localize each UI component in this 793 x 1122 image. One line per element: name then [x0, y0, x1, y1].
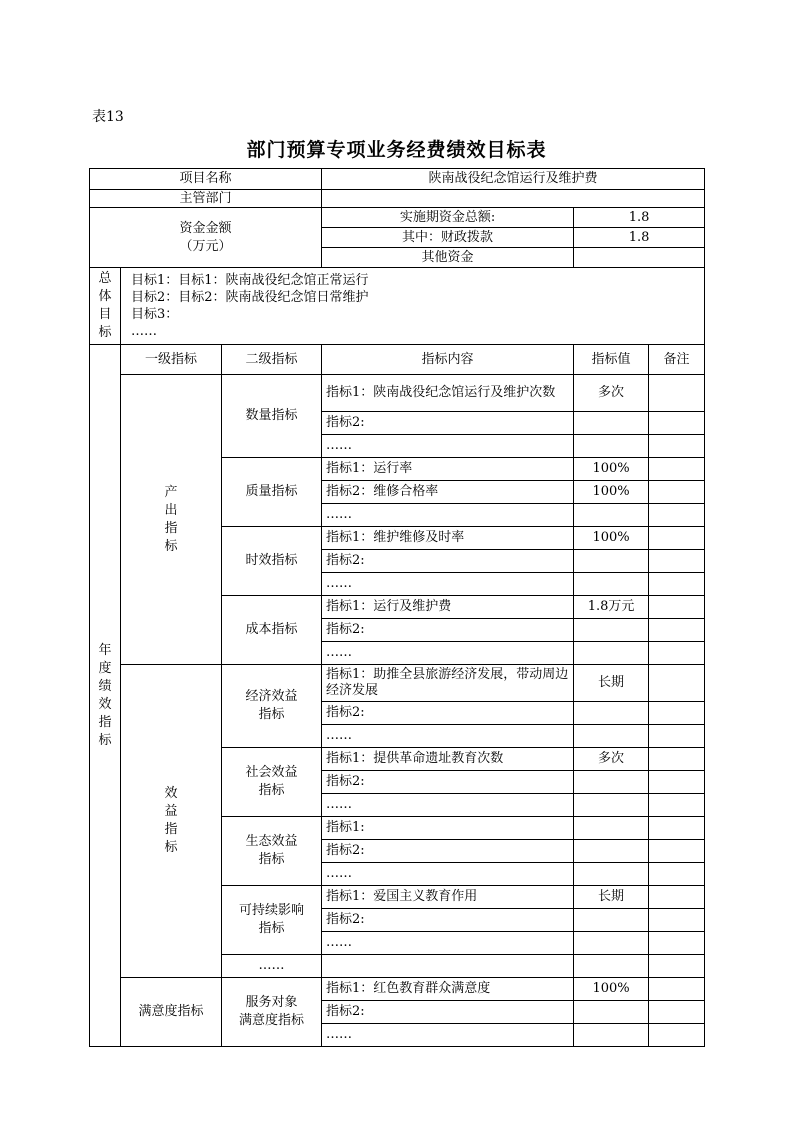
overall-char: 目	[98, 307, 112, 322]
indicator-note	[649, 863, 705, 886]
indicator-note	[649, 573, 705, 596]
goal-1: 目标1：目标1：陕南战役纪念馆正常运行	[131, 273, 369, 288]
benefit-indicator-label	[121, 665, 222, 978]
indicator-note	[649, 1024, 705, 1047]
indicator-note	[649, 665, 705, 702]
annual-label	[90, 345, 121, 1047]
indicator-note	[649, 725, 705, 748]
sustainable-label-line2: 指标	[258, 921, 285, 936]
output-char: 标	[164, 538, 178, 554]
page-title: 部门预算专项业务经费绩效目标表	[246, 139, 547, 161]
social-label-line2: 指标	[258, 783, 285, 798]
indicator-note	[649, 435, 705, 458]
indicator-content: 指标2：维修合格率	[322, 481, 574, 504]
indicator-note	[649, 642, 705, 665]
indicator-content: ……	[322, 932, 574, 955]
header-content: 指标内容	[322, 345, 574, 375]
indicator-note	[649, 886, 705, 909]
indicator-note	[649, 817, 705, 840]
benefit-more: ……	[222, 955, 322, 978]
indicator-content: ……	[322, 642, 574, 665]
header-note: 备注	[649, 345, 705, 375]
indicator-value	[574, 932, 649, 955]
service-indicator-label	[222, 978, 322, 1047]
indicator-value: 100%	[574, 481, 649, 504]
indicator-content	[322, 955, 574, 978]
indicator-note	[649, 504, 705, 527]
ecological-label-line2: 指标	[258, 852, 285, 867]
sustainable-label-line1: 可持续影响	[239, 903, 305, 918]
indicator-value	[574, 504, 649, 527]
timeliness-indicator-label: 时效指标	[222, 527, 322, 596]
funds-label-line1: 资金金额	[179, 220, 232, 236]
dept-row	[90, 190, 705, 208]
indicator-value	[574, 817, 649, 840]
indicator-content: ……	[322, 863, 574, 886]
indicator-value: 长期	[574, 665, 649, 702]
indicator-value	[574, 863, 649, 886]
satisfaction-indicator-label: 满意度指标	[121, 978, 222, 1047]
indicator-note	[649, 527, 705, 550]
indicator-value: 多次	[574, 375, 649, 412]
indicator-value	[574, 435, 649, 458]
funds-total-row	[90, 208, 705, 228]
indicator-value	[574, 573, 649, 596]
overall-goals-content	[121, 268, 705, 345]
table-row	[90, 665, 705, 702]
indicator-note	[649, 596, 705, 619]
indicator-content: 指标2:	[322, 619, 574, 642]
economic-label-line2: 指标	[258, 707, 285, 722]
indicator-content: 指标1:	[322, 817, 574, 840]
overall-char: 标	[98, 325, 112, 340]
indicator-note	[649, 458, 705, 481]
indicator-value	[574, 1024, 649, 1047]
indicator-value	[574, 955, 649, 978]
annual-char: 绩	[98, 678, 112, 694]
performance-table	[89, 168, 705, 1047]
indicator-note	[649, 955, 705, 978]
cost-indicator-label: 成本指标	[222, 596, 322, 665]
benefit-char: 效	[164, 786, 178, 801]
service-label-line1: 服务对象	[245, 995, 298, 1010]
benefit-char: 标	[164, 840, 178, 855]
indicator-content: 指标1：提供革命遗址教育次数	[322, 748, 574, 771]
indicator-note	[649, 375, 705, 412]
annual-char: 度	[98, 660, 112, 676]
indicator-value	[574, 771, 649, 794]
sustainable-indicator-label	[222, 886, 322, 955]
indicator-content: 指标2:	[322, 909, 574, 932]
indicator-value	[574, 725, 649, 748]
funds-other-label: 其他资金	[322, 248, 574, 268]
benefit-char: 指	[164, 822, 178, 837]
indicator-value	[574, 619, 649, 642]
quantity-indicator-label: 数量指标	[222, 375, 322, 458]
indicator-value	[574, 550, 649, 573]
indicator-note	[649, 619, 705, 642]
indicator-content: 指标2:	[322, 412, 574, 435]
indicator-value: 100%	[574, 458, 649, 481]
indicator-content: 指标2:	[322, 840, 574, 863]
goal-3: 目标3：	[131, 307, 179, 322]
goal-2: 目标2：目标2：陕南战役纪念馆日常维护	[131, 290, 369, 305]
indicator-value	[574, 794, 649, 817]
overall-goals-label	[90, 268, 121, 345]
funds-label	[90, 208, 322, 268]
output-char: 指	[164, 520, 178, 536]
indicator-content: 指标1：运行率	[322, 458, 574, 481]
indicator-note	[649, 794, 705, 817]
indicator-content: 指标2:	[322, 1001, 574, 1024]
indicator-content: ……	[322, 504, 574, 527]
indicator-note	[649, 840, 705, 863]
economic-indicator-label	[222, 665, 322, 748]
indicator-content: 指标2:	[322, 702, 574, 725]
header-value: 指标值	[574, 345, 649, 375]
economic-label-line1: 经济效益	[245, 689, 298, 704]
indicator-note	[649, 1001, 705, 1024]
quality-indicator-label: 质量指标	[222, 458, 322, 527]
indicator-content: ……	[322, 725, 574, 748]
indicator-note	[649, 771, 705, 794]
indicator-value	[574, 702, 649, 725]
indicator-content: 指标1：爱国主义教育作用	[322, 886, 574, 909]
indicator-note	[649, 702, 705, 725]
annual-header-row	[90, 345, 705, 375]
ecological-label-line1: 生态效益	[245, 834, 298, 849]
overall-goals-row	[90, 268, 705, 345]
overall-char: 体	[98, 289, 112, 304]
indicator-value	[574, 1001, 649, 1024]
indicator-content: 指标1：助推全县旅游经济发展，带动周边经济发展	[322, 665, 574, 702]
indicator-value: 多次	[574, 748, 649, 771]
project-name-row	[90, 169, 705, 190]
indicator-content: ……	[322, 435, 574, 458]
annual-char: 指	[98, 714, 112, 730]
funds-total-value: 1.8	[574, 208, 705, 228]
funds-fiscal-value: 1.8	[574, 228, 705, 248]
project-name-label: 项目名称	[90, 169, 322, 190]
funds-fiscal-label: 其中：财政拨款	[322, 228, 574, 248]
indicator-value: 100%	[574, 978, 649, 1001]
indicator-content: ……	[322, 1024, 574, 1047]
output-char: 出	[164, 502, 178, 518]
dept-label: 主管部门	[90, 190, 322, 208]
goal-more: ……	[131, 324, 157, 339]
indicator-note	[649, 748, 705, 771]
indicator-value	[574, 909, 649, 932]
funds-total-label: 实施期资金总额:	[322, 208, 574, 228]
indicator-note	[649, 978, 705, 1001]
social-indicator-label	[222, 748, 322, 817]
indicator-content: 指标1：运行及维护费	[322, 596, 574, 619]
indicator-note	[649, 932, 705, 955]
indicator-note	[649, 412, 705, 435]
ecological-indicator-label	[222, 817, 322, 886]
indicator-content: ……	[322, 573, 574, 596]
output-char: 产	[164, 484, 178, 500]
table-row	[90, 375, 705, 412]
indicator-content: 指标2:	[322, 771, 574, 794]
overall-char: 总	[98, 271, 112, 286]
indicator-note	[649, 909, 705, 932]
indicator-content: 指标1：陕南战役纪念馆运行及维护次数	[322, 375, 574, 412]
dept-value	[322, 190, 705, 208]
indicator-content: 指标2:	[322, 550, 574, 573]
social-label-line1: 社会效益	[245, 765, 298, 780]
indicator-value: 长期	[574, 886, 649, 909]
indicator-content: 指标1：红色教育群众满意度	[322, 978, 574, 1001]
indicator-value	[574, 412, 649, 435]
indicator-value: 1.8万元	[574, 596, 649, 619]
table-row	[90, 978, 705, 1001]
annual-char: 效	[98, 696, 112, 712]
table-number: 表13	[92, 109, 124, 125]
indicator-content: 指标1：维护维修及时率	[322, 527, 574, 550]
indicator-value: 100%	[574, 527, 649, 550]
annual-char: 标	[98, 732, 112, 748]
project-name-value: 陕南战役纪念馆运行及维护费	[322, 169, 705, 190]
benefit-char: 益	[164, 804, 178, 819]
annual-char: 年	[98, 642, 112, 658]
indicator-content: ……	[322, 794, 574, 817]
header-level1: 一级指标	[121, 345, 222, 375]
indicator-value	[574, 840, 649, 863]
header-level2: 二级指标	[222, 345, 322, 375]
output-indicator-label	[121, 375, 222, 665]
funds-label-line2: （万元）	[179, 238, 232, 254]
indicator-note	[649, 550, 705, 573]
indicator-value	[574, 642, 649, 665]
funds-other-value	[574, 248, 705, 268]
indicator-note	[649, 481, 705, 504]
service-label-line2: 满意度指标	[239, 1013, 305, 1028]
